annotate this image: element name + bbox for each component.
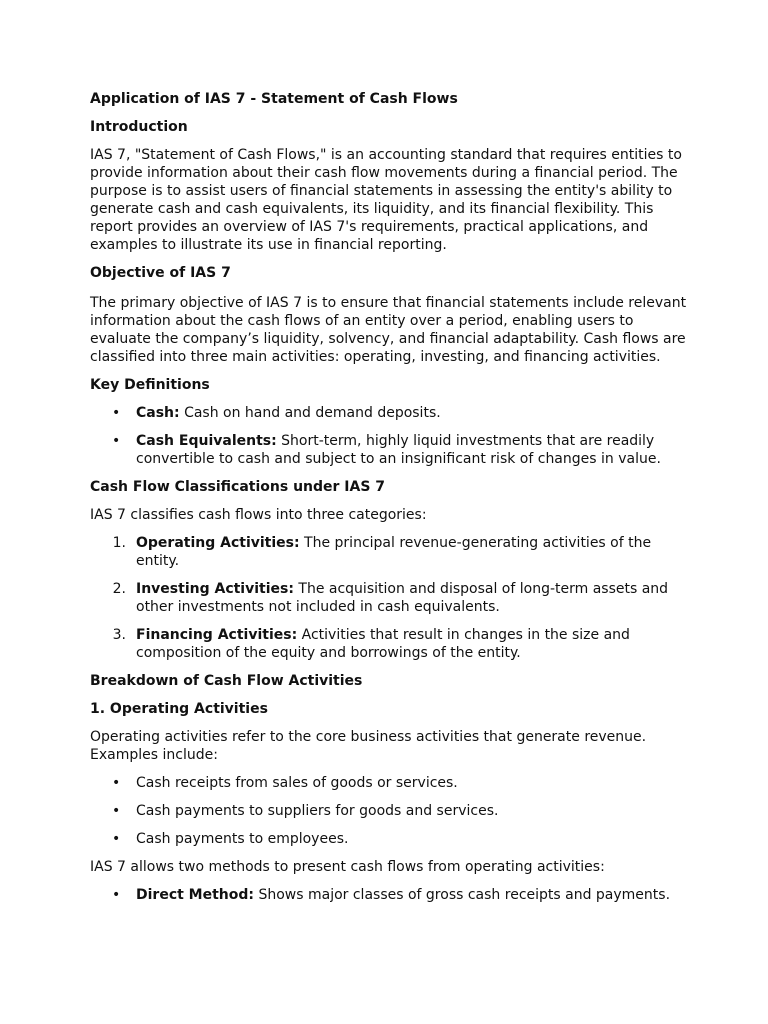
- example-text: Cash receipts from sales of goods or services.: [136, 775, 458, 791]
- introduction-paragraph: IAS 7, "Statement of Cash Flows," is an accounting standard that requires entities to provide information about their cash flow movements during a financial period. The purpose is to assist users of financial statements in assessing the entity's ability to generate cash and cash equivalents, its liquidity, and its financial flexibility. This report provides an overview of IAS 7's requirements, practical applications, and examples to illustrate its use in financial reporting.: [90, 147, 682, 253]
- list-number: 2.: [112, 581, 126, 597]
- definition-text: Cash on hand and demand deposits.: [179, 405, 441, 421]
- list-number: 1.: [112, 535, 126, 551]
- example-text: Cash payments to suppliers for goods and services.: [136, 803, 499, 819]
- example-text: Cash payments to employees.: [136, 831, 349, 847]
- bullet-marker: •: [112, 887, 121, 903]
- list-item: [90, 626, 690, 662]
- breakdown-heading: Breakdown of Cash Flow Activities: [90, 673, 363, 689]
- list-item: [90, 802, 690, 820]
- classification-text: The acquisition and disposal of long-term assets and other investments not included in cash equivalents.: [136, 581, 669, 615]
- list-item: [90, 830, 690, 848]
- classifications-list: [90, 534, 690, 662]
- classifications-intro: IAS 7 classifies cash flows into three categories:: [90, 507, 427, 523]
- classification-text: Activities that result in changes in the size and composition of the equity and borrowings of the entity.: [136, 627, 630, 661]
- methods-list: [90, 886, 690, 904]
- list-item: [90, 886, 690, 904]
- bullet-marker: •: [112, 405, 121, 421]
- bullet-marker: •: [112, 831, 121, 847]
- operating-examples-list: [90, 774, 690, 848]
- method-term: Direct Method:: [136, 887, 255, 903]
- bullet-marker: •: [112, 803, 121, 819]
- classification-term: Operating Activities:: [136, 535, 300, 551]
- objective-paragraph: The primary objective of IAS 7 is to ensure that financial statements include relevant information about the cash flows of an entity over a period, enabling users to evaluate the company’s liquidity, solvency, and financial adaptability. Cash flows are classified into three main activities: operating, investing, and financing activities.: [90, 295, 687, 365]
- introduction-heading: Introduction: [90, 119, 188, 135]
- list-item: [90, 432, 690, 468]
- operating-heading: 1. Operating Activities: [90, 701, 268, 717]
- operating-paragraph: Operating activities refer to the core business activities that generate revenue. Examples include:: [90, 729, 647, 763]
- classifications-heading: Cash Flow Classifications under IAS 7: [90, 479, 386, 495]
- document-title: Application of IAS 7 - Statement of Cash Flows: [90, 91, 458, 107]
- definition-term: Cash:: [136, 405, 180, 421]
- definitions-list: [90, 404, 690, 468]
- definition-term: Cash Equivalents:: [136, 433, 277, 449]
- method-text: Shows major classes of gross cash receipts and payments.: [254, 887, 671, 903]
- list-number: 3.: [112, 627, 126, 643]
- classification-term: Investing Activities:: [136, 581, 294, 597]
- list-item: [90, 404, 690, 422]
- definitions-heading: Key Definitions: [90, 377, 210, 393]
- bullet-marker: •: [112, 775, 121, 791]
- bullet-marker: •: [112, 433, 121, 449]
- list-item: [90, 534, 690, 570]
- classification-term: Financing Activities:: [136, 627, 298, 643]
- definition-text: Short-term, highly liquid investments that are readily convertible to cash and subject to an insignificant risk of changes in value.: [136, 433, 661, 467]
- methods-paragraph: IAS 7 allows two methods to present cash flows from operating activities:: [90, 859, 605, 875]
- document-page: [90, 90, 690, 904]
- classification-text: The principal revenue-generating activities of the entity.: [136, 535, 652, 569]
- list-item: [90, 580, 690, 616]
- list-item: [90, 774, 690, 792]
- objective-heading: Objective of IAS 7: [90, 265, 231, 281]
